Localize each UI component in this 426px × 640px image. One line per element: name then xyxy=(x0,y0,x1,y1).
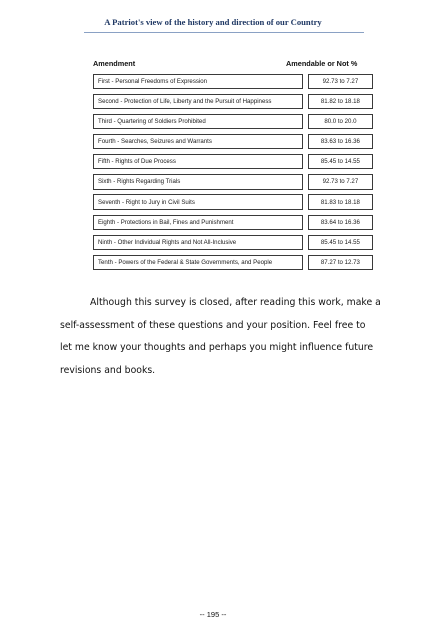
amendment-name: Eighth - Protections in Bail, Fines and Punishment xyxy=(94,215,303,229)
body-paragraph xyxy=(60,292,381,382)
amendment-name: First - Personal Freedoms of Expression xyxy=(94,75,303,89)
table-row xyxy=(94,255,373,269)
amendment-percent: 81.82 to 18.18 xyxy=(308,95,372,109)
table-row xyxy=(94,175,373,189)
column-header-amendment: Amendment xyxy=(93,59,136,68)
column-header-percent: Amendable or Not % xyxy=(286,59,358,68)
page-number: -- 195 -- xyxy=(199,610,227,619)
amendment-percent: 92.73 to 7.27 xyxy=(308,175,372,189)
paragraph-line: Although this survey is closed, after reading this work, make a xyxy=(90,297,381,308)
table-row xyxy=(94,115,373,129)
table-row xyxy=(94,95,373,109)
amendment-name: Third - Quartering of Soldiers Prohibited xyxy=(94,115,303,129)
amendment-percent: 81.83 to 18.18 xyxy=(308,195,372,209)
amendment-name: Seventh - Right to Jury in Civil Suits xyxy=(94,195,303,209)
table-row xyxy=(94,135,373,149)
amendment-percent: 85.45 to 14.55 xyxy=(308,155,372,169)
table-row xyxy=(94,195,373,209)
table-row xyxy=(94,75,373,89)
amendment-percent: 85.45 to 14.55 xyxy=(308,235,372,249)
amendment-percent: 83.63 to 16.36 xyxy=(308,135,372,149)
paragraph-line: self-assessment of these questions and your position. Feel free to xyxy=(60,319,366,331)
paragraph-line: revisions and books. xyxy=(60,364,156,376)
running-header: A Patriot's view of the history and direction of our Country xyxy=(104,17,322,27)
table-row xyxy=(94,215,373,229)
amendment-name: Tenth - Powers of the Federal & State Governments, and People xyxy=(94,255,303,269)
table-header xyxy=(93,59,373,71)
header-rule xyxy=(84,32,364,33)
amendment-percent: 92.73 to 7.27 xyxy=(308,75,372,89)
amendment-percent: 87.27 to 12.73 xyxy=(308,255,372,269)
amendment-name: Sixth - Rights Regarding Trials xyxy=(94,175,303,189)
paragraph-line: let me know your thoughts and perhaps you might influence future xyxy=(60,342,374,353)
amendment-name: Fifth - Rights of Due Process xyxy=(94,155,303,169)
amendment-name: Ninth - Other Individual Rights and Not All-Inclusive xyxy=(94,235,303,249)
amendment-percent: 80.0 to 20.0 xyxy=(308,115,372,129)
table-row xyxy=(94,235,373,249)
table-row xyxy=(94,155,373,169)
amendment-table xyxy=(93,74,373,270)
amendment-name: Second - Protection of Life, Liberty and the Pursuit of Happiness xyxy=(94,95,303,109)
amendment-name: Fourth - Searches, Seizures and Warrants xyxy=(94,135,303,149)
amendment-percent: 83.64 to 16.36 xyxy=(308,215,372,229)
